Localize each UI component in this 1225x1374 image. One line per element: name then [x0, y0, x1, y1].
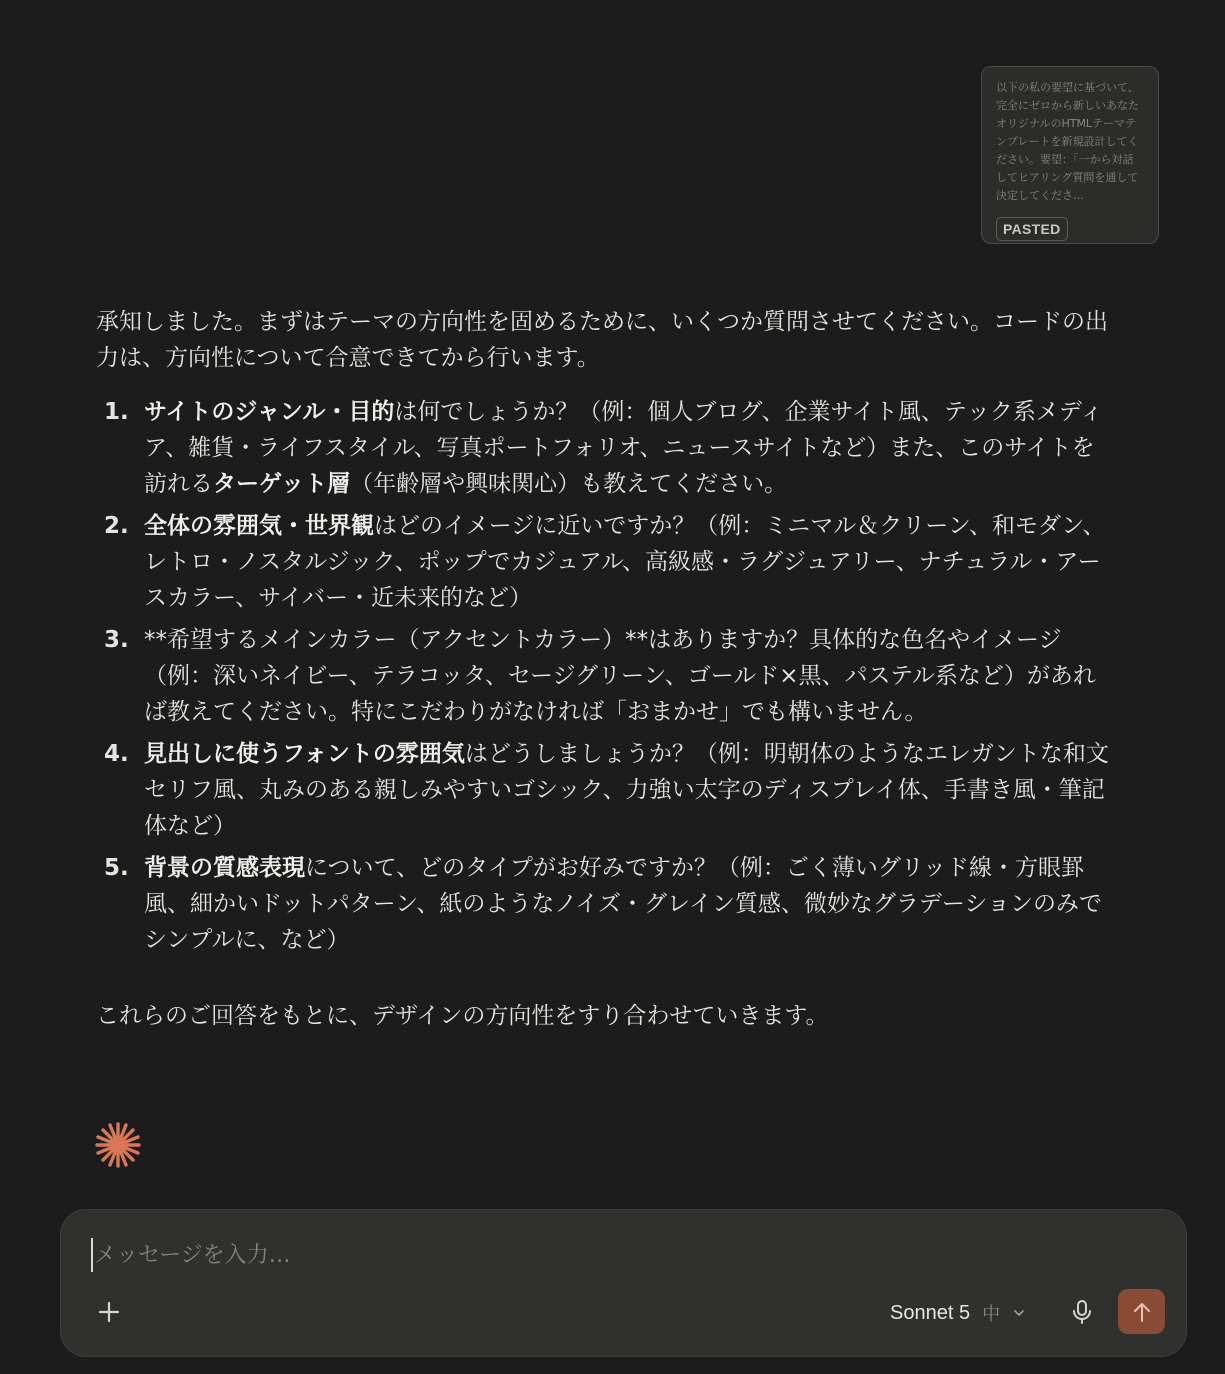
- chevron-down-icon: [1012, 1306, 1026, 1320]
- send-button[interactable]: [1118, 1289, 1165, 1334]
- pasted-attachment-card[interactable]: [981, 66, 1159, 244]
- list-number: 2.: [104, 513, 129, 539]
- question-list: [96, 394, 1116, 958]
- add-attachment-button[interactable]: [93, 1296, 125, 1328]
- body-text: はどうしましょうか？（例：明朝体のようなエレガントな和文セリフ風、丸みのある親しみやすいゴシック、力強い太字のディスプレイ体、手書き風・筆記体など）: [144, 741, 1109, 839]
- message-intro: 承知しました。まずはテーマの方向性を固めるために、いくつか質問させてください。コードの出力は、方向性について合意できてから行います。: [96, 309, 1108, 371]
- model-name: Sonnet 5: [890, 1301, 971, 1324]
- list-item: [96, 622, 1116, 730]
- list-number: 1.: [104, 399, 129, 425]
- message-input[interactable]: [91, 1238, 1151, 1272]
- list-item: [96, 394, 1116, 502]
- list-number: 4.: [104, 741, 129, 767]
- assistant-message: [96, 304, 1116, 1034]
- body-text: は何でしょうか？（例：個人ブログ、企業サイト風、テック系メディア、雑貨・ライフスタイル、写真ポートフォリオ、ニュースサイトなど）また、このサイトを訪れる: [144, 399, 1103, 497]
- body-text: **希望するメインカラー（アクセントカラー）**はありますか？具体的な色名やイメージ（例：深いネイビー、テラコッタ、セージグリーン、ゴールド×黒、パステル系など）があれば教えてください。特にこだわりがなければ「おまかせ」でも構いません。: [144, 627, 1096, 725]
- bold-text: サイトのジャンル・目的: [144, 399, 395, 425]
- pasted-badge: PASTED: [996, 217, 1068, 241]
- bold-text: 見出しに使うフォントの雰囲気: [144, 741, 465, 767]
- bold-text: ターゲット層: [213, 471, 351, 497]
- plus-icon: [98, 1301, 120, 1323]
- bold-text: 背景の質感表現: [144, 855, 305, 881]
- voice-input-button[interactable]: [1066, 1296, 1098, 1328]
- list-item: [96, 850, 1116, 958]
- bold-text: 全体の雰囲気・世界観: [144, 513, 374, 539]
- microphone-icon: [1070, 1299, 1094, 1325]
- arrow-up-icon: [1132, 1301, 1152, 1323]
- effort-level: 中: [982, 1304, 1001, 1325]
- body-text: はどのイメージに近いですか？（例：ミニマル＆クリーン、和モダン、レトロ・ノスタルジック、ポップでカジュアル、高級感・ラグジュアリー、ナチュラル・アースカラー、サイバー・近未来的など）: [144, 513, 1106, 611]
- pasted-preview-text: 以下の私の要望に基づいて、完全にゼロから新しいあなたオリジナルのHTMLテーマテンプレートを新規設計してください。要望：「一から対話してヒアリング質問を通して決定してくださ…: [996, 81, 1139, 202]
- list-number: 3.: [104, 627, 129, 653]
- message-outro: これらのご回答をもとに、デザインの方向性をすり合わせていきます。: [96, 1003, 829, 1029]
- spark-icon: [93, 1120, 143, 1170]
- body-text: （年齢層や興味関心）も教えてください。: [350, 471, 788, 497]
- body-text: について、どのタイプがお好みですか？（例：ごく薄いグリッド線・方眼罫風、細かいドットパターン、紙のようなノイズ・グレイン質感、微妙なグラデーションのみでシンプルに、など）: [144, 855, 1102, 953]
- message-composer: [60, 1209, 1187, 1357]
- model-selector[interactable]: [890, 1298, 1026, 1328]
- list-item: [96, 736, 1116, 844]
- list-number: 5.: [104, 855, 129, 881]
- list-item: [96, 508, 1116, 616]
